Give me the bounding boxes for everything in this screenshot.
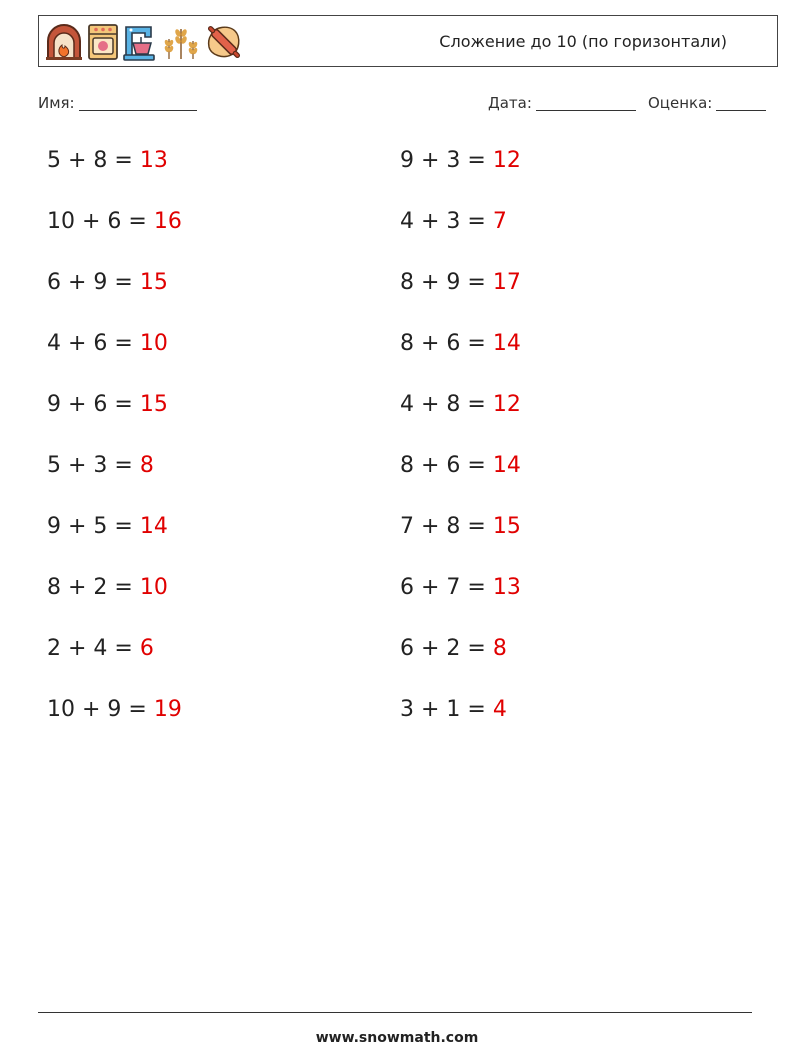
footer-divider — [38, 1012, 752, 1013]
header-icons — [45, 23, 243, 61]
rolling-pin-icon — [205, 23, 243, 61]
problem-equation: 8 + 2 = — [47, 575, 140, 600]
problem-answer: 10 — [139, 575, 168, 600]
date-label: Дата: — [488, 94, 532, 112]
problem-equation: 9 + 6 = — [47, 392, 140, 417]
problem-item — [47, 453, 154, 478]
oven-icon — [87, 23, 119, 61]
problem-answer: 19 — [153, 697, 182, 722]
problem-item — [47, 331, 168, 356]
problem-item — [400, 331, 521, 356]
problem-equation: 8 + 6 = — [400, 453, 493, 478]
problem-answer: 16 — [153, 209, 182, 234]
problem-answer: 4 — [492, 697, 507, 722]
problem-answer: 15 — [139, 392, 168, 417]
problem-item — [47, 148, 168, 173]
worksheet-header — [38, 15, 778, 67]
name-label: Имя: — [38, 94, 75, 112]
score-line[interactable] — [716, 94, 766, 111]
problem-item — [47, 209, 182, 234]
problem-equation: 4 + 8 = — [400, 392, 493, 417]
problem-answer: 14 — [139, 514, 168, 539]
problem-equation: 7 + 8 = — [400, 514, 493, 539]
problem-equation: 2 + 4 = — [47, 636, 140, 661]
problem-answer: 14 — [492, 331, 521, 356]
problem-equation: 6 + 2 = — [400, 636, 493, 661]
problem-equation: 8 + 6 = — [400, 331, 493, 356]
problem-item — [47, 392, 168, 417]
name-line[interactable] — [79, 94, 197, 111]
problem-answer: 7 — [492, 209, 507, 234]
wheat-icon — [161, 23, 201, 61]
problem-equation: 4 + 6 = — [47, 331, 140, 356]
problem-item — [400, 575, 521, 600]
problem-answer: 13 — [492, 575, 521, 600]
worksheet-title: Сложение до 10 (по горизонтали) — [439, 32, 727, 51]
problem-equation: 6 + 7 = — [400, 575, 493, 600]
problem-equation: 3 + 1 = — [400, 697, 493, 722]
problem-item — [400, 697, 507, 722]
problem-equation: 4 + 3 = — [400, 209, 493, 234]
problem-item — [400, 270, 521, 295]
problem-item — [47, 575, 168, 600]
problem-answer: 15 — [492, 514, 521, 539]
problem-item — [400, 636, 507, 661]
problem-answer: 15 — [139, 270, 168, 295]
problem-answer: 12 — [492, 392, 521, 417]
problem-answer: 13 — [139, 148, 168, 173]
problem-equation: 9 + 3 = — [400, 148, 493, 173]
score-field[interactable] — [648, 94, 766, 112]
problem-equation: 10 + 9 = — [47, 697, 154, 722]
problem-answer: 8 — [492, 636, 507, 661]
student-fields — [38, 94, 770, 116]
problem-answer: 6 — [139, 636, 154, 661]
problem-item — [47, 636, 154, 661]
problem-item — [400, 453, 521, 478]
problem-answer: 8 — [139, 453, 154, 478]
problem-equation: 9 + 5 = — [47, 514, 140, 539]
problem-answer: 10 — [139, 331, 168, 356]
problem-item — [400, 209, 507, 234]
problem-equation: 5 + 8 = — [47, 148, 140, 173]
footer-url[interactable]: www.snowmath.com — [315, 1030, 479, 1046]
name-field[interactable] — [38, 94, 197, 112]
date-field[interactable] — [488, 94, 636, 112]
problem-equation: 5 + 3 = — [47, 453, 140, 478]
problem-item — [47, 270, 168, 295]
problem-item — [400, 514, 521, 539]
problem-item — [400, 392, 521, 417]
problem-answer: 17 — [492, 270, 521, 295]
problem-answer: 14 — [492, 453, 521, 478]
problem-equation: 6 + 9 = — [47, 270, 140, 295]
problem-item — [47, 697, 182, 722]
mixer-icon — [123, 23, 157, 61]
problem-equation: 8 + 9 = — [400, 270, 493, 295]
fireplace-icon — [45, 23, 83, 61]
problem-item — [47, 514, 168, 539]
score-label: Оценка: — [648, 94, 713, 112]
date-line[interactable] — [536, 94, 636, 111]
problem-item — [400, 148, 521, 173]
problem-equation: 10 + 6 = — [47, 209, 154, 234]
problem-answer: 12 — [492, 148, 521, 173]
